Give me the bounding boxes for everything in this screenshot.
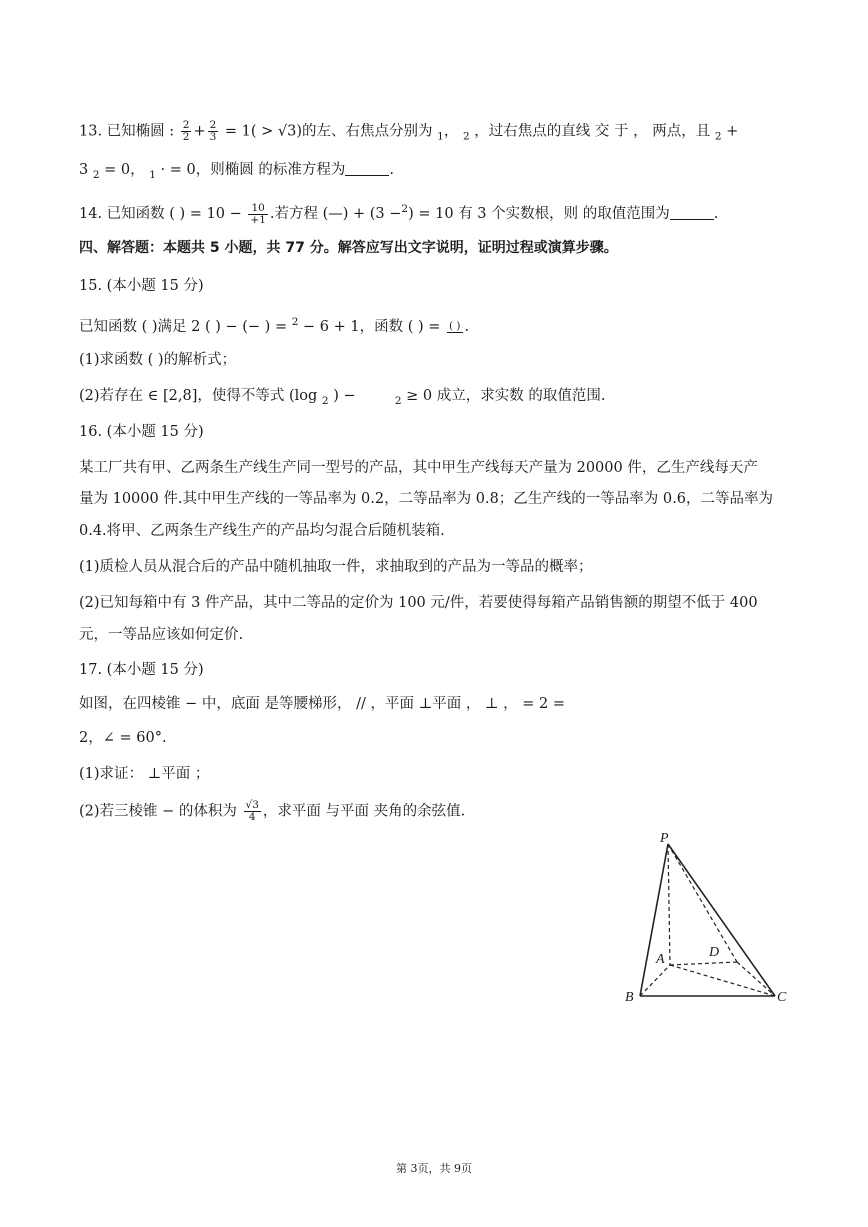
q15-frac (447, 321, 463, 333)
edge-AC (670, 965, 775, 996)
q16-para-line2: 量为 10000 件.其中甲生产线的一等品率为 0.2，二等品率为 0.8；乙生产线的一等品率为 0.6，二等品率为 (79, 491, 773, 507)
q16-header: 16. (本小题 15 分) (79, 424, 204, 440)
frac-num: 2 (182, 119, 190, 131)
vertex-label-a: A (656, 952, 665, 967)
q14-line (79, 199, 718, 226)
frac-num: 2 (209, 119, 217, 131)
q13-text: . (389, 162, 394, 178)
edge-PD (668, 844, 737, 962)
q16-part1: (1)质检人员从混合后的产品中随机抽取一件，求抽取到的产品为一等品的概率； (79, 559, 593, 575)
frac-den: 3 (209, 131, 217, 143)
q17-stem-line1: 如图，在四棱锥 − 中，底面 是等腰梯形， // ，平面 ⊥平面 ， ⊥ ， = 2 = (79, 696, 566, 712)
edge-PC (668, 844, 775, 996)
page-footer: 第 3页，共 9页 (396, 1162, 472, 1175)
q15-part2 (79, 386, 605, 411)
q13-frac1 (181, 120, 192, 143)
q13-line1: 13. 已知椭圆 : $\frac{2}{2}$ + $\frac{2}{3}$ = 1( > √3)的左、右焦点分别为 $_1$， $_2$ ，过右焦点的直线 交 于 ， 两点，且 $_2$ + (79, 119, 739, 143)
q16-para-line1: 某工厂共有甲、乙两条生产线生产同一型号的产品，其中甲生产线每天产量为 20000 件，乙生产线每天产 (79, 460, 758, 476)
superscript: 2 (401, 203, 409, 215)
answer-blank (345, 161, 389, 176)
q15-text: ≥ 0 成立，求实数 的取值范围. (406, 388, 606, 404)
frac-den: 4 (248, 811, 256, 823)
subscript: 2 (462, 130, 470, 143)
subscript: 1 (437, 130, 444, 143)
edge-PB (640, 844, 668, 996)
q13-text: 3 (79, 162, 89, 178)
q15-text: . (464, 319, 470, 335)
q14-frac (248, 203, 267, 226)
subscript: 2 (92, 169, 100, 181)
q15-text: 已知函数 ( )满足 2 ( ) − (− ) = (79, 319, 288, 335)
frac-num: √3 (245, 799, 259, 811)
q14-text: ) = 10 有 3 个实数根，则 的取值范围为 (408, 206, 670, 222)
edge-PA (668, 844, 670, 965)
q16-part2-line2: 元，一等品应该如何定价. (79, 627, 244, 643)
q13-line2 (79, 160, 394, 185)
q15-header: 15. (本小题 15 分) (79, 278, 204, 294)
q17-part1: (1)求证： ⊥平面 ； (79, 766, 210, 782)
q14-text: .若方程 (—) + (3 − (269, 206, 402, 222)
subscript: 2 (394, 395, 402, 407)
q14-text: . (713, 206, 719, 222)
vertex-label-b: B (625, 990, 634, 1005)
pyramid-figure (615, 830, 800, 1015)
q17-text: ，求平面 与平面 夹角的余弦值. (262, 803, 466, 820)
section-heading: 四、解答题：本题共 5 小题，共 77 分。解答应写出文字说明，证明过程或演算步骤。 (79, 240, 618, 256)
q15-part1: (1)求函数 ( )的解析式； (79, 352, 237, 368)
q15-text: ) − (333, 388, 356, 404)
q13-text: = 1( > √3)的左、右焦点分别为 (224, 123, 433, 140)
subscript: 2 (714, 130, 722, 143)
vertex-label-p: P (660, 831, 669, 846)
q17-stem-line2: 2，∠ = 60°. (79, 730, 167, 746)
q13-text: = 0， (104, 162, 145, 178)
q17-part2 (79, 800, 465, 823)
subscript: 2 (321, 395, 329, 407)
frac-den: +1 (250, 213, 266, 226)
q15-stem (79, 312, 469, 337)
q13-text: ，过右焦点的直线 交 于 ， 两点，且 (474, 123, 711, 140)
q13-text: · = 0，则椭圆 的标准方程为 (160, 162, 346, 178)
vertex-label-d: D (709, 945, 720, 960)
q15-text: (2)若存在 ∈ [2,8]，使得不等式 (log (79, 388, 318, 404)
q16-para-line3: 0.4.将甲、乙两条生产线生产的产品均匀混合后随机装箱. (79, 523, 445, 539)
answer-blank (670, 205, 714, 220)
edge-DC (737, 962, 775, 996)
subscript: 1 (149, 169, 156, 181)
superscript: 2 (291, 316, 299, 328)
q17-frac (244, 800, 261, 823)
frac-den: 2 (182, 131, 190, 143)
frac-num: 10 (248, 203, 267, 215)
q17-text: (2)若三棱锥 − 的体积为 (79, 803, 237, 820)
q13-text: 13. 已知椭圆 : (79, 123, 175, 140)
frac-num: ( ) (449, 320, 461, 332)
q15-text: − 6 + 1，函数 ( ) = (303, 319, 441, 335)
q13-frac2 (208, 120, 219, 143)
q13-text: + (726, 123, 739, 140)
q16-part2-line1: (2)已知每箱中有 3 件产品，其中二等品的定价为 100 元/件，若要使得每箱产品销售额的期望不低于 400 (79, 595, 758, 611)
vertex-label-c: C (777, 990, 787, 1005)
q17-header: 17. (本小题 15 分) (79, 662, 204, 678)
edge-AD (670, 962, 737, 965)
q14-text: 14. 已知函数 ( ) = 10 − (79, 206, 242, 222)
